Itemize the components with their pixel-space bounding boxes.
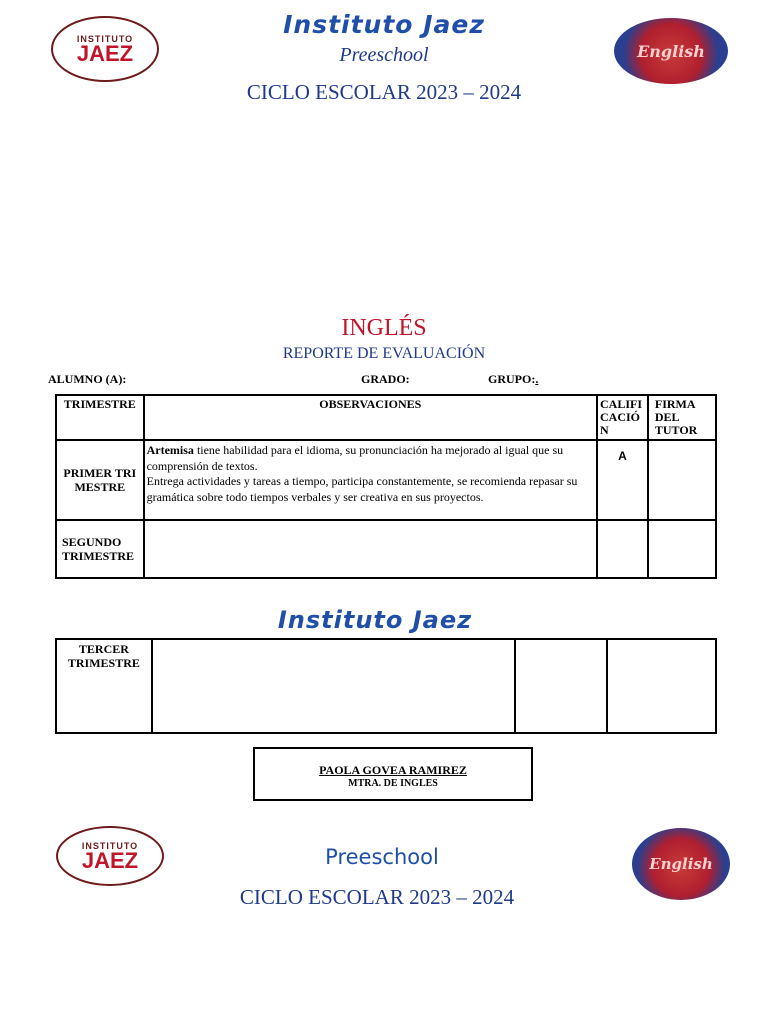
english-logo [614,18,728,84]
observaciones-segundo [144,520,597,578]
observation-text-2: Entrega actividades y tareas a tiempo, participa constantemente, se recomienda repasar su gramática sobre todo tiempos verbales y ser creativa en sus proyectos. [146,474,578,504]
firma-primer [648,440,716,520]
third-trimester-table [55,638,717,734]
table-row [56,639,716,733]
teacher-signature-box [253,747,533,801]
jaez-logo-top-text: INSTITUTO [76,34,134,44]
footer-preschool-label: Preeschool [325,845,439,869]
table-row [56,440,716,520]
row-label-primer: PRIMER TRIMESTRE [56,440,144,520]
student-name: Artemisa [146,443,194,457]
teacher-name: PAOLA GOVEA RAMIREZ [319,763,467,777]
footer-jaez-logo [56,826,164,886]
grade-tercer [515,639,607,733]
observaciones-tercer [152,639,516,733]
footer-jaez-logo-main-text: JAEZ [81,848,139,873]
footer-english-logo [632,828,730,900]
table-header-row [56,395,716,440]
table-row [56,520,716,578]
header-observaciones: OBSERVACIONES [144,395,597,440]
grade-primer: A [597,440,648,520]
preschool-label: Preeschool [339,44,429,66]
header-calificacion: CALIFICACIÓN [597,395,648,440]
grupo-field [488,372,538,387]
middle-school-name: Instituto Jaez [277,606,473,634]
school-cycle: CICLO ESCOLAR 2023 – 2024 [246,80,522,104]
footer-cycle: CICLO ESCOLAR 2023 – 2024 [239,885,515,909]
grado-label: GRADO: [361,372,410,386]
teacher-role: MTRA. DE INGLES [348,778,438,789]
observaciones-primer [144,440,597,520]
firma-tercer [607,639,716,733]
jaez-logo-main-text: JAEZ [76,41,134,66]
row-label-segundo: SEGUNDO TRIMESTRE [56,520,144,578]
school-name: Instituto Jaez [283,10,485,39]
grupo-value: . [535,372,539,386]
jaez-logo [51,16,159,82]
subject-title: INGLÉS [341,315,427,341]
alumno-label: ALUMNO (A): [48,372,127,386]
observation-text-1: tiene habilidad para el idioma, su pronunciación ha mejorado al igual que su comprensión de textos. [146,443,564,473]
grade-segundo [597,520,648,578]
row-label-tercer: TERCER TRIMESTRE [56,639,152,733]
footer-english-logo-text: English [649,855,713,873]
grupo-label: GRUPO: [488,372,536,386]
english-logo-text: English [637,41,705,61]
header-firma: FIRMA DEL TUTOR [648,395,716,440]
report-subtitle: REPORTE DE EVALUACIÓN [282,345,486,362]
header-trimestre: TRIMESTRE [56,395,144,440]
evaluation-table [55,394,717,579]
footer-jaez-logo-top-text: INSTITUTO [81,841,139,851]
firma-segundo [648,520,716,578]
